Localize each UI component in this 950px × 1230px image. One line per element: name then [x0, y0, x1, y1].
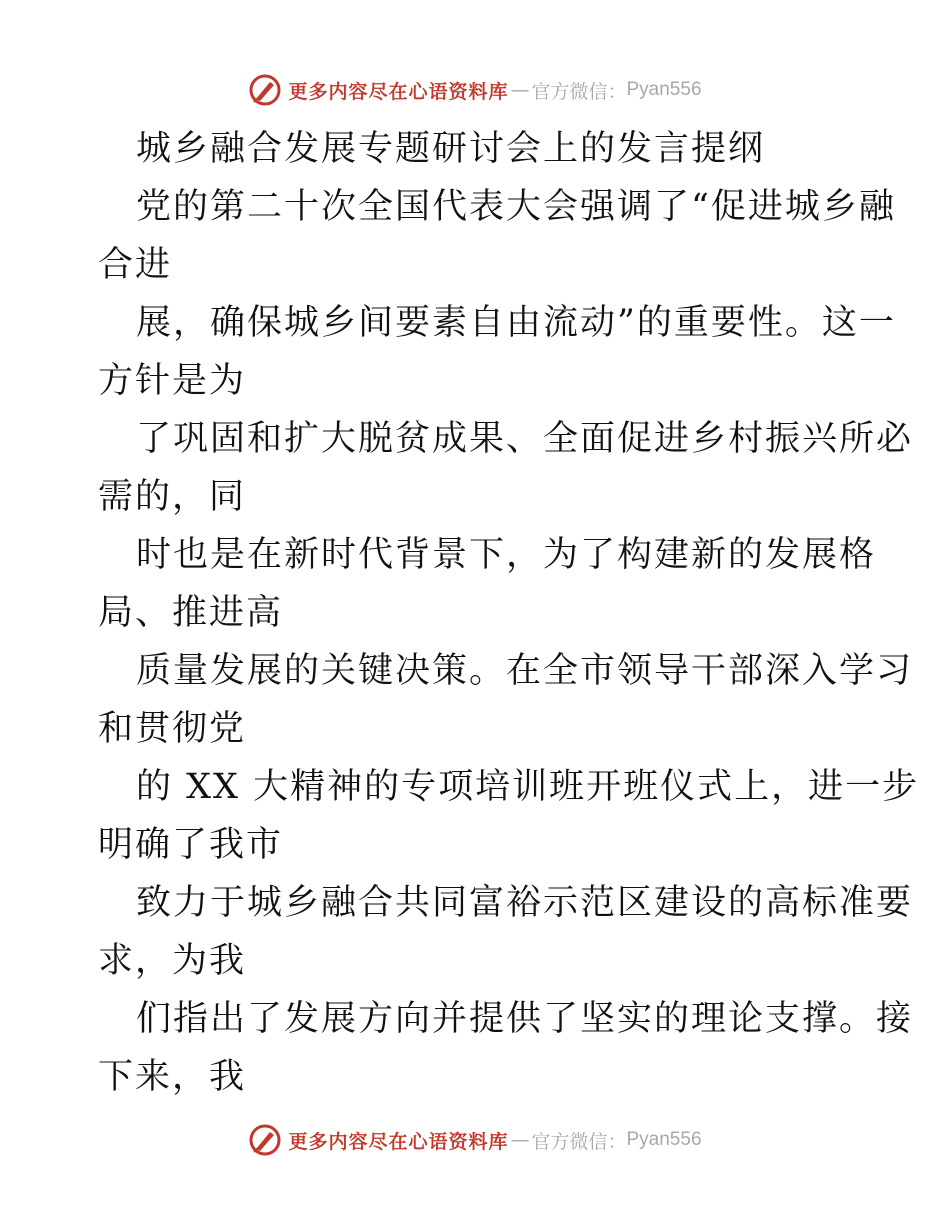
text-line: 时也是在新时代背景下，为了构建新的发展格 [136, 535, 877, 575]
text-line: 们指出了发展方向并提供了坚实的理论支撑。接 [136, 999, 914, 1039]
text-line: 明确了我市 [98, 825, 284, 865]
watermark-brand: 更多内容尽在心语资料库 [288, 1130, 509, 1153]
watermark-wechat-id: Pyan556 [626, 79, 702, 100]
text-line: 局、推进高 [98, 593, 284, 633]
text-line: 合进 [98, 245, 173, 285]
text-line: 党的第二十次全国代表大会强调了“促进城乡融 [136, 187, 896, 227]
watermark-separator: — [510, 1129, 530, 1151]
document-title: 城乡融合发展专题研讨会上的发言提纲 [136, 129, 766, 169]
text-line: 下来，我 [98, 1057, 247, 1097]
watermark-separator: — [510, 79, 530, 101]
watermark-wechat-id: Pyan556 [626, 1129, 702, 1150]
text-line: 需的，同 [98, 477, 247, 517]
text-line: 了巩固和扩大脱贫成果、全面促进乡村振兴所必 [136, 419, 914, 459]
watermark-wechat-label: 官方微信： [531, 1130, 627, 1153]
pen-logo-icon [248, 1123, 282, 1157]
text-line: 的 XX 大精神的专项培训班开班仪式上，进一步 [136, 767, 920, 807]
document-body [98, 120, 920, 1106]
pen-logo-icon [248, 73, 282, 107]
watermark-header [0, 70, 950, 110]
text-line: 展，确保城乡间要素自由流动”的重要性。这一 [136, 303, 896, 343]
text-line: 质量发展的关键决策。在全市领导干部深入学习 [136, 651, 914, 691]
text-line: 致力于城乡融合共同富裕示范区建设的高标准要 [136, 883, 914, 923]
watermark-wechat-label: 官方微信： [531, 80, 627, 103]
text-line: 和贯彻党 [98, 709, 247, 749]
watermark-footer [0, 1120, 950, 1160]
text-line: 方针是为 [98, 361, 247, 401]
watermark-brand: 更多内容尽在心语资料库 [288, 80, 509, 103]
text-line: 求，为我 [98, 941, 247, 981]
